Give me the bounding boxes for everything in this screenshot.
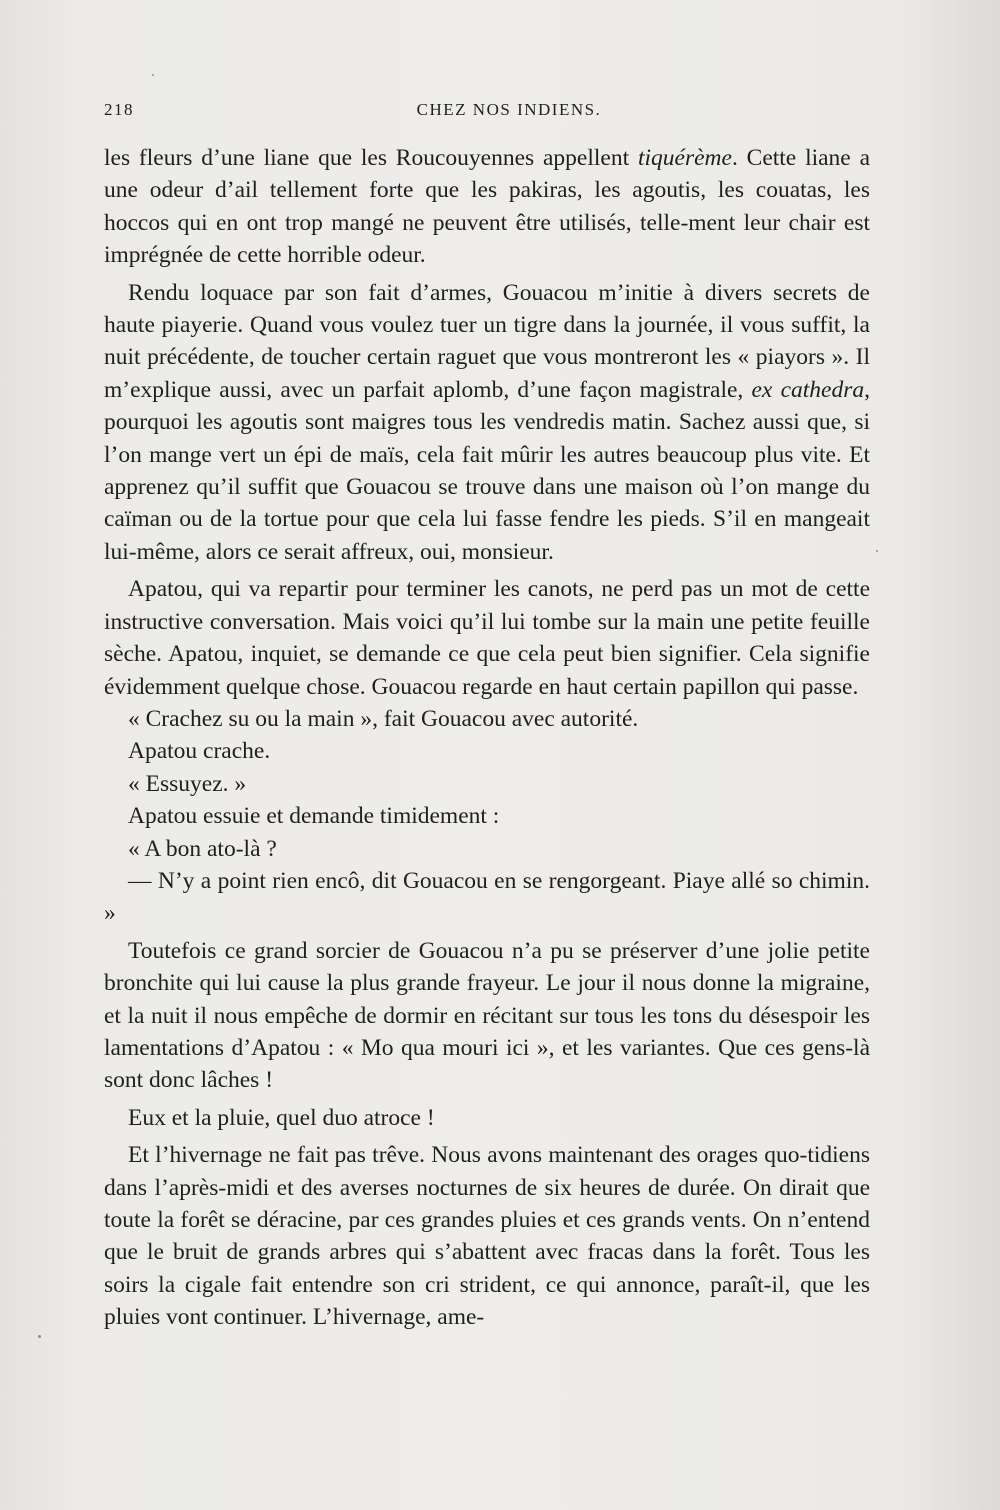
running-header bbox=[104, 100, 874, 126]
text-segment: Apatou essuie et demande timidement : bbox=[128, 803, 500, 830]
dialogue-line bbox=[104, 865, 870, 930]
dialogue-line bbox=[104, 735, 870, 767]
running-title: CHEZ NOS INDIENS. bbox=[416, 100, 602, 119]
text-segment: « A bon ato-là ? bbox=[128, 835, 277, 862]
text-segment: Et l’hivernage ne fait pas trêve. Nous avons maintenant des orages quo-tidiens dans l’après-midi et des averses nocturnes de six heures de durée. On dirait que toute la forêt se déracine, par ces grandes pluies et ces grands vents. On n’entend que le bruit de grands arbres qui s’abattent avec fracas dans la forêt. Tous les soirs la cigale fait entendre son cri strident, ce qui annonce, paraît-il, que les pluies vont continuer. L’hivernage, ame- bbox=[104, 1142, 870, 1331]
text-segment: « Essuyez. » bbox=[128, 770, 247, 797]
scan-speck bbox=[876, 550, 878, 552]
scan-speck bbox=[152, 74, 154, 76]
text-segment: « Crachez su ou la main », fait Gouacou avec autorité. bbox=[128, 705, 639, 732]
paragraph bbox=[104, 1139, 870, 1333]
italic-term: ex cathedra bbox=[751, 376, 865, 403]
paragraph bbox=[104, 573, 870, 703]
text-segment: Apatou, qui va repartir pour terminer les canots, ne perd pas un mot de cette instructive conversation. Mais voici qu’il lui tombe sur la main une petite feuille sèche. Apatou, inquiet, se demande ce que cela peut bien signifier. Cela signifie évidemment quelque chose. Gouacou regarde en haut certain papillon qui passe. bbox=[104, 576, 870, 700]
text-segment: , pourquoi les agoutis sont maigres tous les vendredis matin. Sachez aussi que, si l’on mange vert un épi de maïs, cela fait mûrir les autres beaucoup plus vite. Et apprenez qu’il suffit que Gouacou se trouve dans une maison où l’on mange du caïman ou de la tortue pour que cela lui fasse fendre les pieds. S’il en mangeait lui-même, alors ce serait affreux, oui, monsieur. bbox=[104, 376, 870, 565]
text-segment: Eux et la pluie, quel duo atroce ! bbox=[128, 1104, 435, 1131]
paragraph bbox=[104, 935, 870, 1097]
text-segment: les fleurs d’une liane que les Roucouyennes appellent bbox=[104, 145, 638, 171]
text-segment: — N’y a point rien encô, dit Gouacou en se rengorgeant. Piaye allé so chimin. » bbox=[104, 867, 870, 927]
paragraph bbox=[104, 142, 870, 272]
body-text bbox=[104, 142, 870, 1334]
dialogue-line bbox=[104, 833, 870, 865]
paragraph bbox=[104, 1102, 870, 1134]
text-segment: Apatou crache. bbox=[128, 738, 271, 765]
text-segment: Toutefois ce grand sorcier de Gouacou n’a pu se préserver d’une jolie petite bronchite qui lui cause la plus grande frayeur. Le jour il nous donne la migraine, et la nuit il nous empêche de dormir en récitant sur tous les tons du désespoir les lamentations d’Apatou : « Mo qua mouri ici », et les variantes. Que ces gens-là sont donc lâches ! bbox=[104, 937, 870, 1094]
page-number: 218 bbox=[104, 100, 134, 119]
dialogue-line bbox=[104, 800, 870, 832]
paragraph bbox=[104, 277, 870, 569]
scan-speck bbox=[38, 1335, 41, 1338]
text-segment: Rendu loquace par son fait d’armes, Gouacou m’initie à divers secrets de haute piayerie. Quand vous voulez tuer un tigre dans la journée, il vous suffit, la nuit précédente, de toucher certain raguet que vous montreront les « piayors ». Il m’explique aussi, avec un parfait aplomb, d’une façon magistrale, bbox=[104, 279, 870, 403]
text-segment: . Cette liane a une odeur d’ail tellement forte que les pakiras, les agoutis, les couatas, les hoccos qui en ont trop mangé ne peuvent être utilisés, telle-ment leur chair est imprégnée de cette horrible odeur. bbox=[104, 145, 870, 269]
italic-term: tiquérème bbox=[637, 145, 732, 171]
dialogue-line bbox=[104, 703, 870, 735]
dialogue-line bbox=[104, 768, 870, 800]
